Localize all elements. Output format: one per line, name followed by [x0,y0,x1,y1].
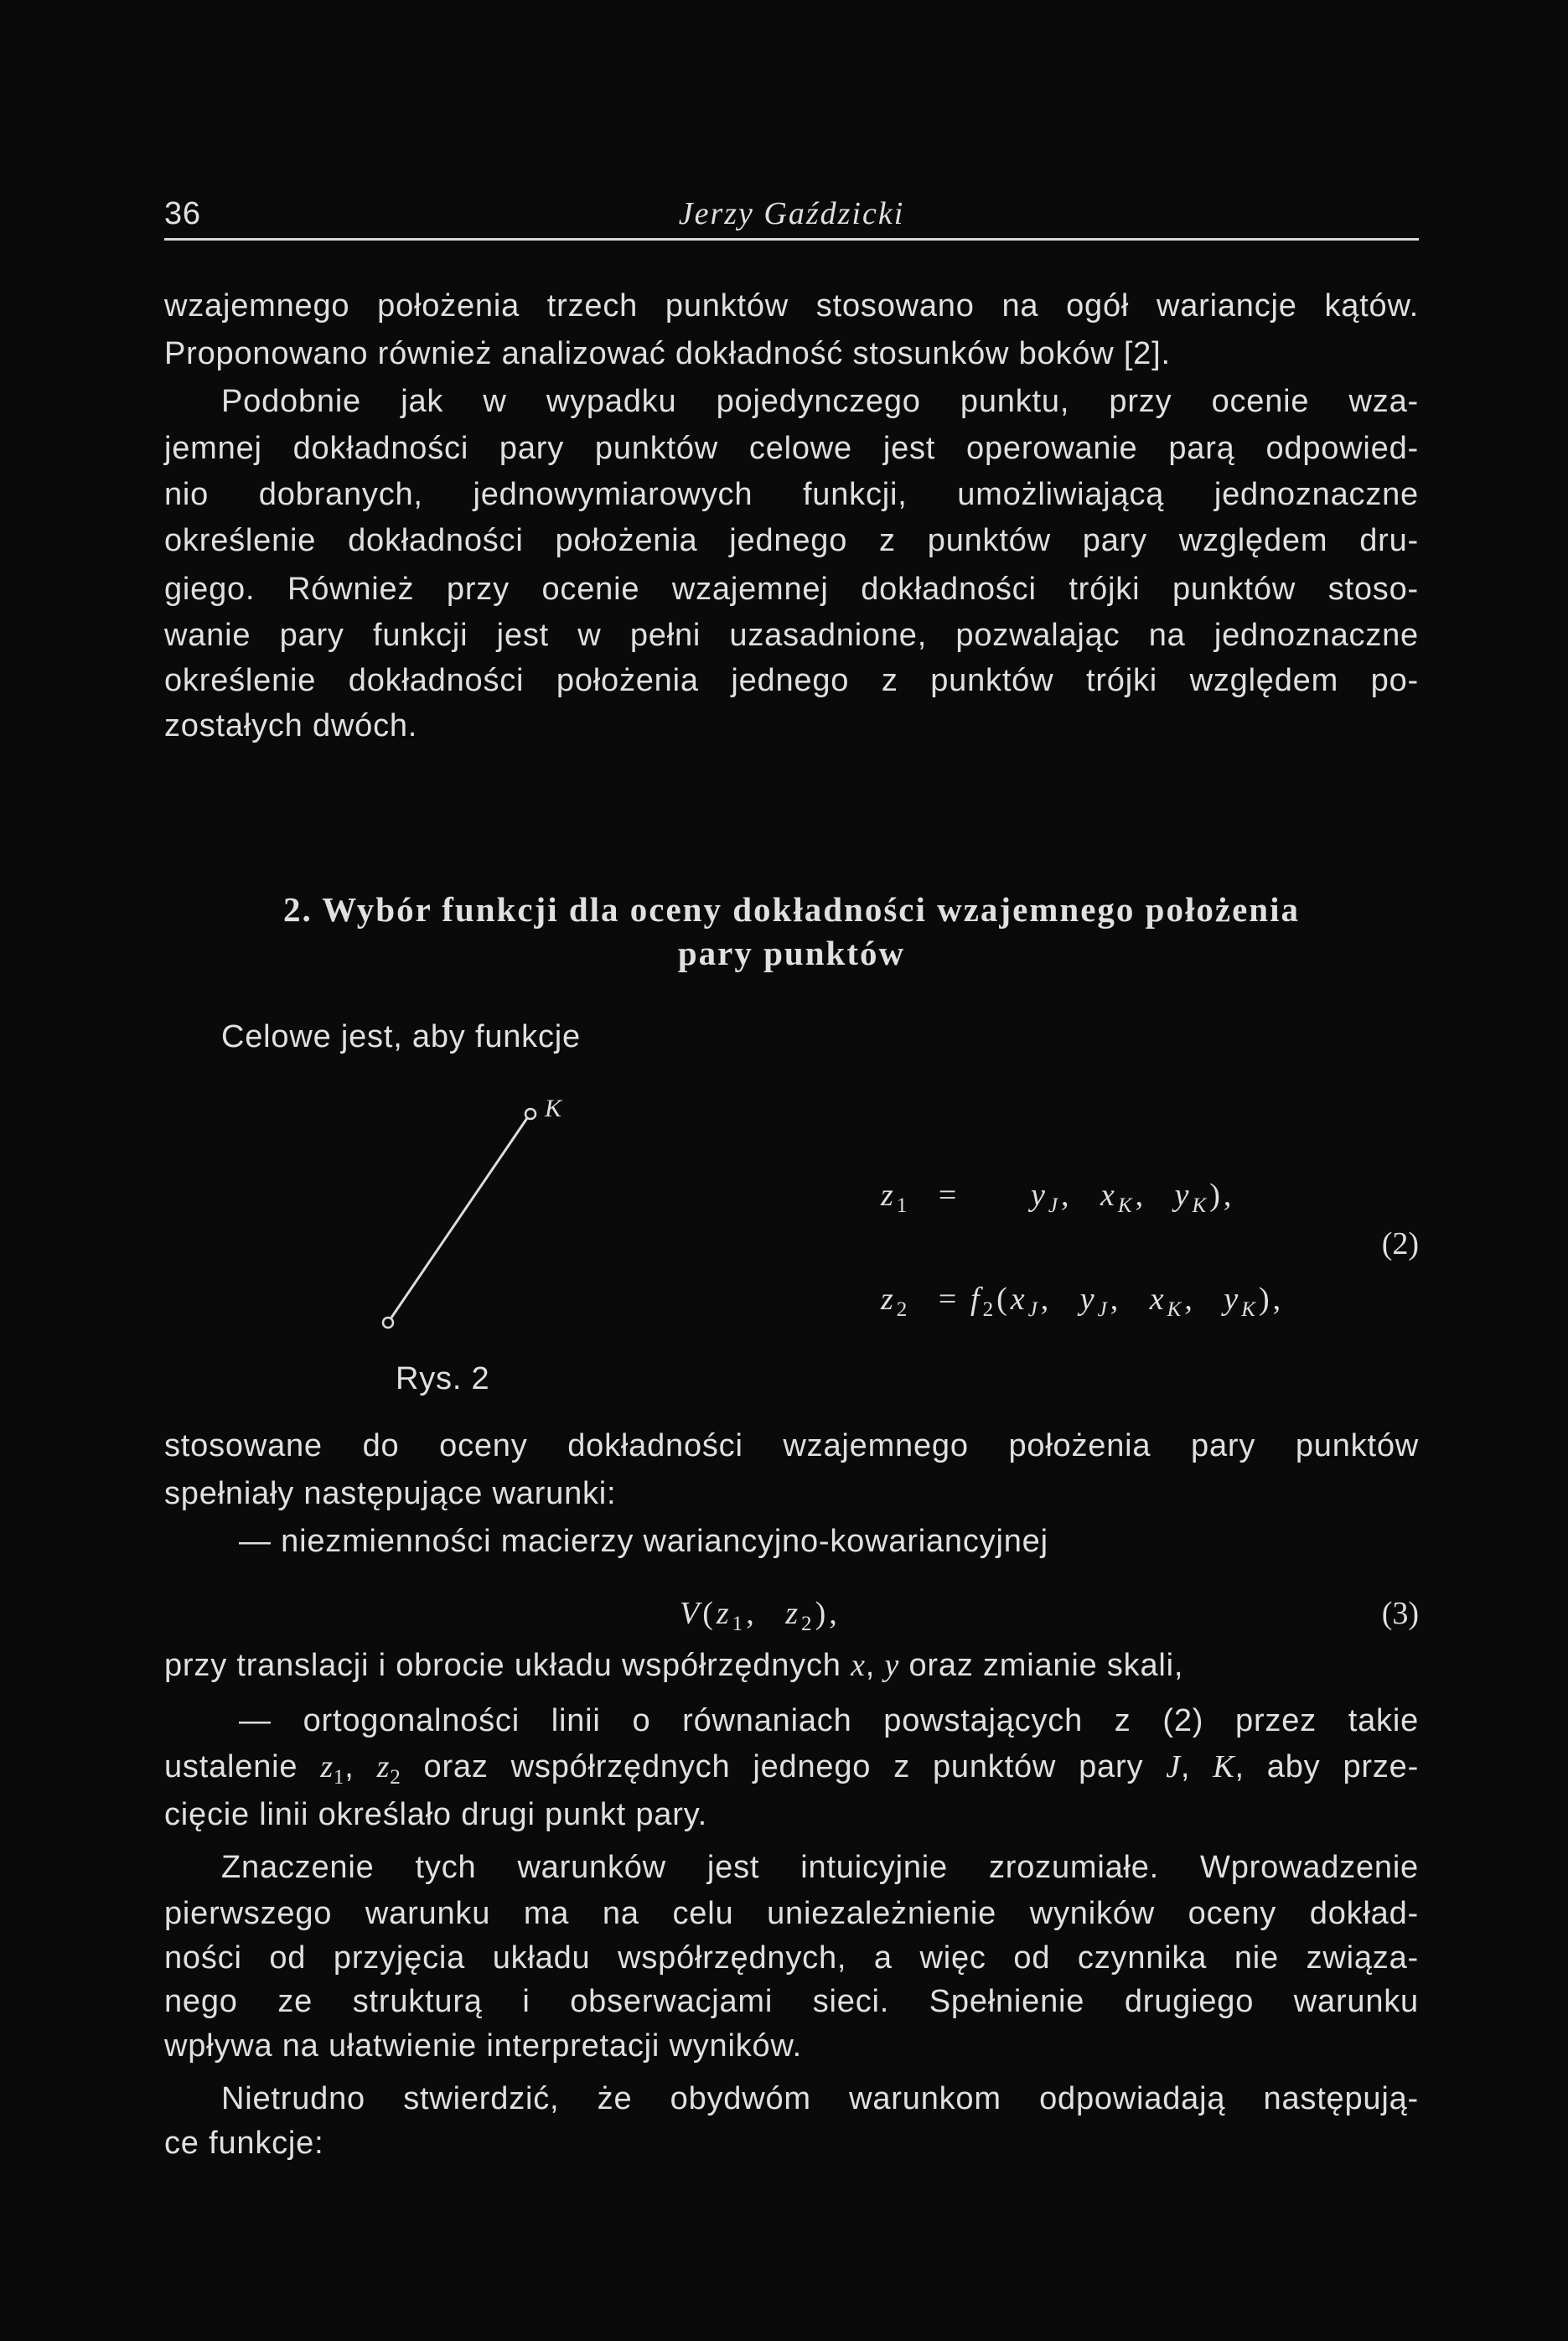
text-run: = [910,1178,960,1213]
equation-number-3: (3) [1381,1596,1419,1631]
math-subscript: 2 [896,1298,911,1322]
text-run: , [344,1749,377,1784]
text-line: określenie dokładności położenia jednego z punktów trójki względem po- [164,663,1419,698]
text-run: ), [815,1596,841,1631]
text-run: ( [702,1596,717,1631]
math-variable: J [1166,1749,1181,1784]
math-subscript: 2 [801,1613,815,1636]
text-run: oraz współrzędnych jednego z punktów pary [401,1749,1167,1784]
figure-segment-jk [369,1090,570,1341]
text-line: jemnej dokładności pary punktów celowe jest operowanie parą odpowied- [164,431,1419,466]
text-run: , [1180,1749,1214,1784]
equation-z2-left [881,1277,960,1322]
math-subscript: 2 [982,1298,997,1322]
text-run: , [1110,1282,1150,1317]
text-line: wanie pary funkcji jest w pełni uzasadnione, pozwalając na jednoznaczne [164,618,1419,653]
equation-z2-right [970,1277,1284,1322]
math-subscript: K [1241,1298,1260,1322]
math-variable: y [1224,1282,1242,1317]
text-line: Celowe jest, aby funkcje [221,1019,581,1054]
text-line: Nietrudno stwierdzić, że obydwóm warunkom odpowiadają następują- [221,2081,1419,2116]
math-variable: z [881,1178,897,1213]
equation-z1-right [1031,1173,1234,1218]
text-line: spełniały następujące warunki: [164,1476,617,1511]
text-run: ( [996,1282,1011,1317]
text-line: zostałych dwóch. [164,708,418,743]
equation-number-2: (2) [1381,1226,1419,1261]
text-line: wzajemnego położenia trzech punktów stosowano na ogół wariancje kątów. [164,288,1419,324]
math-variable: f [970,1282,983,1317]
math-variable: x [1100,1178,1118,1213]
math-subscript: J [1027,1298,1041,1322]
point-marker-k [525,1109,536,1119]
math-variable: z [320,1749,334,1784]
text-run: oraz zmianie skali, [899,1648,1184,1683]
point-label-k: K [545,1095,562,1122]
math-subscript: K [1167,1298,1185,1322]
text-run: , [1040,1282,1080,1317]
text-run: , [1135,1178,1175,1213]
math-subscript: K [1192,1194,1210,1218]
text-line: ce funkcje: [164,2126,324,2161]
math-variable: y [1079,1282,1098,1317]
text-run: ), [1259,1282,1285,1317]
condition-2-line: — ortogonalności linii o równaniach powstających z (2) przez takie [239,1703,1419,1738]
text-line: ności od przyjęcia układu współrzędnych, a więc od czynnika nie związa- [164,1940,1419,1976]
math-subscript: 2 [390,1766,401,1789]
math-variable: z [716,1596,732,1631]
figure-caption: Rys. 2 [396,1361,490,1396]
text-line: stosowane do oceny dokładności wzajemnego położenia pary punktów [164,1428,1419,1463]
text-line: nio dobranych, jednowymiarowych funkcji, umożliwiającą jednoznaczne [164,477,1419,512]
running-head: Jerzy Gaździcki [678,196,905,231]
header-rule [164,238,1419,241]
segment-line [391,1118,527,1318]
math-variable: K [1213,1749,1235,1784]
text-run: , [746,1596,786,1631]
math-variable: y [884,1648,900,1683]
math-variable: y [1031,1178,1048,1213]
condition-1-line: — niezmienności macierzy wariancyjno-kowariancyjnej [239,1524,1048,1559]
math-subscript: J [1097,1298,1110,1322]
text-line: giego. Również przy ocenie wzajemnej dokładności trójki punktów stoso- [164,572,1419,607]
math-variable: V [680,1596,703,1631]
math-subscript: J [1048,1194,1062,1218]
math-subscript: K [1117,1194,1136,1218]
text-line [164,1643,1419,1688]
math-variable: y [1174,1178,1193,1213]
section-heading: 2. Wybór funkcji dla oceny dokładności wzajemnego położenia [283,890,1300,929]
math-variable: z [785,1596,802,1631]
page-number: 36 [164,196,201,231]
text-line: Znaczenie tych warunków jest intuicyjnie zrozumiałe. Wprowadzenie [221,1850,1419,1885]
text-line: wpływa na ułatwienie interpretacji wyników. [164,2028,802,2064]
text-line: Proponowano również analizować dokładność stosunków boków [2]. [164,336,1171,371]
math-variable: z [881,1282,897,1317]
math-variable: x [1010,1282,1028,1317]
math-subscript: 1 [896,1194,911,1218]
math-subscript: 1 [333,1766,345,1789]
text-run: , aby prze- [1234,1749,1420,1784]
text-run: , [865,1648,885,1683]
math-variable: x [1149,1282,1167,1317]
text-line: Podobnie jak w wypadku pojedynczego punktu, przy ocenie wza- [221,384,1419,419]
text-run: , [1061,1178,1101,1213]
math-subscript: 1 [732,1613,747,1636]
text-line: pierwszego warunku ma na celu uniezależnienie wyników oceny dokład- [164,1896,1419,1931]
text-run: , [1184,1282,1224,1317]
text-run: przy translacji i obrocie układu współrzędnych [164,1648,851,1683]
text-line [164,1744,1419,1789]
text-line: nego ze strukturą i obserwacjami sieci. Spełnienie drugiego warunku [164,1984,1419,2019]
text-run: ), [1209,1178,1235,1213]
equation-3 [680,1591,841,1636]
text-run: ustalenie [164,1749,321,1784]
equation-z1-left [881,1173,960,1218]
math-variable: x [851,1648,866,1683]
text-run: = [910,1282,960,1317]
math-variable: z [376,1749,391,1784]
text-line: określenie dokładności położenia jednego z punktów pary względem dru- [164,523,1419,558]
section-heading: pary punktów [677,934,906,972]
point-marker-j [383,1318,393,1328]
text-line: cięcie linii określało drugi punkt pary. [164,1797,708,1832]
